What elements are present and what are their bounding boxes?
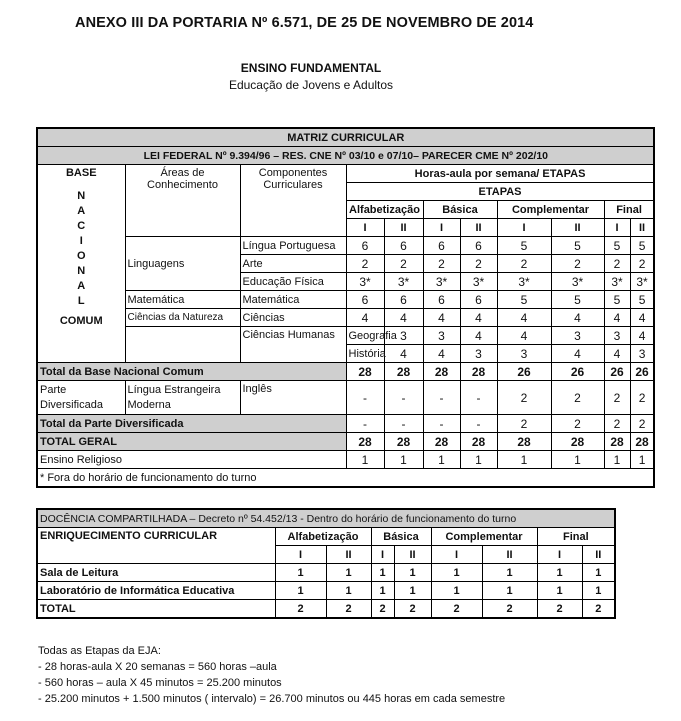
etapa-final: Final (537, 528, 615, 546)
value-cell: 6 (460, 237, 497, 255)
value-cell: 26 (604, 363, 630, 381)
table-row (37, 309, 654, 327)
value-cell: 1 (423, 451, 460, 469)
value-cell: 3* (384, 273, 423, 291)
base-comum-label: COMUM (59, 315, 103, 327)
curriculum-matrix-table (36, 127, 655, 488)
value-cell: 1 (275, 582, 326, 600)
value-cell: 1 (394, 564, 431, 582)
docencia-title: DOCÊNCIA COMPARTILHADA – Decreto nº 54.452/13 - Dentro do horário de funcionamento do turno (37, 509, 615, 528)
component-cell: Língua Portuguesa (240, 237, 346, 255)
base-letter: A (77, 280, 86, 292)
etapa-alfabetizacao: Alfabetização (346, 201, 423, 219)
value-cell: 4 (346, 309, 384, 327)
value-cell: 1 (275, 564, 326, 582)
value-cell: 2 (431, 600, 482, 619)
row-label: TOTAL (37, 600, 275, 619)
etapas-header: ETAPAS (346, 183, 654, 201)
component-cell: Ciências (240, 309, 346, 327)
value-cell: - (346, 415, 384, 433)
value-cell: 3* (460, 273, 497, 291)
sub-header: II (582, 546, 615, 564)
total-base-label: Total da Base Nacional Comum (37, 363, 346, 381)
value-cell: 28 (346, 363, 384, 381)
value-cell: 2 (394, 600, 431, 619)
sub-header: II (460, 219, 497, 237)
area-ciencias-humanas: Ciências Humanas (240, 327, 346, 363)
base-spacer (125, 345, 240, 363)
value-cell: 2 (371, 600, 394, 619)
value-cell: 1 (604, 451, 630, 469)
sub-header: II (384, 219, 423, 237)
value-cell: 2 (497, 415, 551, 433)
value-cell: 26 (497, 363, 551, 381)
value-cell: 1 (630, 451, 654, 469)
component-cell: Educação Física (240, 273, 346, 291)
base-letter: A (77, 205, 86, 217)
value-cell: - (384, 381, 423, 415)
education-modality: Educação de Jovens e Adultos (228, 78, 394, 92)
etapa-final: Final (604, 201, 654, 219)
value-cell: 3* (423, 273, 460, 291)
notes-line: - 560 horas – aula X 45 minutos = 25.200 minutos (38, 677, 282, 689)
value-cell: 1 (460, 451, 497, 469)
value-cell: 4 (460, 309, 497, 327)
value-cell: 1 (371, 564, 394, 582)
value-cell: 2 (275, 600, 326, 619)
value-cell: 2 (346, 255, 384, 273)
area-ciencias-natureza: Ciências da Natureza (125, 309, 240, 327)
value-cell: 6 (346, 291, 384, 309)
value-cell: 2 (326, 600, 371, 619)
total-geral-label: TOTAL GERAL (37, 433, 346, 451)
sub-header: II (630, 219, 654, 237)
component-cell: História (346, 345, 384, 363)
etapa-basica: Básica (423, 201, 497, 219)
value-cell: 6 (423, 237, 460, 255)
value-cell: 6 (346, 237, 384, 255)
value-cell: 3 (630, 345, 654, 363)
table-row (37, 381, 654, 415)
value-cell: 3 (551, 327, 604, 345)
table-row (37, 363, 654, 381)
value-cell: 4 (630, 309, 654, 327)
table-row (37, 327, 654, 345)
value-cell: - (346, 381, 384, 415)
value-cell: 2 (384, 255, 423, 273)
component-cell: Arte (240, 255, 346, 273)
value-cell: 1 (384, 451, 423, 469)
value-cell: 5 (604, 291, 630, 309)
value-cell: 3* (497, 273, 551, 291)
base-letter: L (77, 295, 85, 307)
value-cell: 6 (423, 291, 460, 309)
value-cell: 4 (551, 345, 604, 363)
value-cell: 5 (604, 237, 630, 255)
value-cell: 2 (551, 255, 604, 273)
sub-header: I (431, 546, 482, 564)
col-componentes-header: Componentes Curriculares (240, 165, 346, 237)
value-cell: 3* (346, 273, 384, 291)
value-cell: 6 (384, 237, 423, 255)
sub-header: II (482, 546, 537, 564)
value-cell: 3* (551, 273, 604, 291)
table-row (37, 564, 615, 582)
component-cell: Inglês (240, 381, 346, 415)
value-cell: 5 (551, 237, 604, 255)
sub-header: I (537, 546, 582, 564)
col-enriquecimento-header: ENRIQUECIMENTO CURRICULAR (37, 528, 275, 564)
base-letter: C (77, 220, 86, 232)
value-cell: 26 (630, 363, 654, 381)
base-letter: O (76, 250, 86, 262)
value-cell: - (423, 415, 460, 433)
value-cell: 1 (346, 451, 384, 469)
value-cell: 1 (551, 451, 604, 469)
base-label: BASE (65, 167, 97, 179)
value-cell: 28 (630, 433, 654, 451)
value-cell: 1 (582, 582, 615, 600)
matrix-legal-basis: LEI FEDERAL Nº 9.394/96 – RES. CNE Nº 03/10 e 07/10– PARECER CME Nº 202/10 (37, 147, 654, 165)
row-label: Laboratório de Informática Educativa (37, 582, 275, 600)
value-cell: - (423, 381, 460, 415)
value-cell: - (460, 381, 497, 415)
area-linguagens: Linguagens (125, 237, 240, 291)
value-cell: 5 (630, 237, 654, 255)
sub-header: I (604, 219, 630, 237)
value-cell: 4 (630, 327, 654, 345)
value-cell: 28 (497, 433, 551, 451)
value-cell: 3* (604, 273, 630, 291)
value-cell: 1 (482, 564, 537, 582)
table-row (37, 600, 615, 619)
value-cell: 1 (326, 582, 371, 600)
value-cell: 4 (604, 345, 630, 363)
value-cell: 4 (384, 345, 423, 363)
value-cell: 2 (551, 415, 604, 433)
value-cell: 5 (497, 291, 551, 309)
parte-diversificada-label: Parte Diversificada (37, 381, 125, 415)
value-cell: 4 (497, 309, 551, 327)
sub-header: II (551, 219, 604, 237)
value-cell: 1 (431, 564, 482, 582)
value-cell: 2 (497, 255, 551, 273)
table-row (37, 345, 654, 363)
base-letter: N (77, 190, 86, 202)
sub-header: I (497, 219, 551, 237)
value-cell: 1 (326, 564, 371, 582)
area-lingua-estrangeira: Língua Estrangeira Moderna (125, 381, 240, 415)
etapa-complementar: Complementar (431, 528, 537, 546)
value-cell: 2 (630, 255, 654, 273)
sub-header: I (371, 546, 394, 564)
table-row (37, 582, 615, 600)
component-cell: Matemática (240, 291, 346, 309)
value-cell: 1 (582, 564, 615, 582)
base-letter: I (79, 235, 83, 247)
value-cell: 5 (630, 291, 654, 309)
value-cell: 28 (604, 433, 630, 451)
value-cell: 1 (482, 582, 537, 600)
matrix-title: MATRIZ CURRICULAR (37, 128, 654, 147)
sub-header: II (326, 546, 371, 564)
education-level: ENSINO FUNDAMENTAL (240, 61, 382, 75)
component-cell: Geografia (346, 327, 384, 345)
value-cell: 4 (384, 309, 423, 327)
footnote: * Fora do horário de funcionamento do turno (37, 469, 654, 488)
etapa-alfabetizacao: Alfabetização (275, 528, 371, 546)
table-row (37, 237, 654, 255)
table-row (37, 291, 654, 309)
notes-heading: Todas as Etapas da EJA: (38, 645, 161, 657)
col-areas-header: Áreas de Conhecimento (125, 165, 240, 237)
value-cell: 2 (630, 381, 654, 415)
sub-header: I (275, 546, 326, 564)
value-cell: 3 (423, 327, 460, 345)
value-cell: 3 (604, 327, 630, 345)
table-row (37, 415, 654, 433)
value-cell: - (384, 415, 423, 433)
value-cell: 2 (604, 381, 630, 415)
sub-header: I (346, 219, 384, 237)
value-cell: 3* (630, 273, 654, 291)
value-cell: 28 (551, 433, 604, 451)
notes-block (38, 643, 505, 707)
base-letter: N (77, 265, 86, 277)
value-cell: 2 (460, 255, 497, 273)
value-cell: 2 (482, 600, 537, 619)
col-horas-header: Horas-aula por semana/ ETAPAS (346, 165, 654, 183)
value-cell: 1 (431, 582, 482, 600)
value-cell: 2 (630, 415, 654, 433)
value-cell: 1 (394, 582, 431, 600)
value-cell: 4 (551, 309, 604, 327)
document-title: ANEXO III DA PORTARIA Nº 6.571, DE 25 DE NOVEMBRO DE 2014 (75, 15, 534, 31)
value-cell: 6 (460, 291, 497, 309)
value-cell: 28 (460, 433, 497, 451)
value-cell: 4 (460, 327, 497, 345)
value-cell: 28 (423, 433, 460, 451)
value-cell: 2 (582, 600, 615, 619)
total-diversificada-label: Total da Parte Diversificada (37, 415, 346, 433)
value-cell: 5 (551, 291, 604, 309)
ensino-religioso-label: Ensino Religioso (37, 451, 346, 469)
table-row (37, 433, 654, 451)
value-cell: 2 (604, 415, 630, 433)
sub-header: II (394, 546, 431, 564)
value-cell: 28 (346, 433, 384, 451)
value-cell: 4 (497, 327, 551, 345)
value-cell: 28 (460, 363, 497, 381)
value-cell: 3 (460, 345, 497, 363)
value-cell: 2 (604, 255, 630, 273)
value-cell: 2 (551, 381, 604, 415)
value-cell: 28 (384, 433, 423, 451)
value-cell: 6 (384, 291, 423, 309)
value-cell: 2 (423, 255, 460, 273)
base-spacer (125, 327, 240, 345)
value-cell: 3 (384, 327, 423, 345)
table-row (37, 451, 654, 469)
notes-line: - 28 horas-aula X 20 semanas = 560 horas –aula (38, 661, 277, 673)
value-cell: 26 (551, 363, 604, 381)
value-cell: 4 (423, 309, 460, 327)
row-label: Sala de Leitura (37, 564, 275, 582)
base-nacional-comum-column (37, 165, 125, 363)
value-cell: 1 (497, 451, 551, 469)
shared-teaching-table (36, 508, 616, 619)
area-matematica: Matemática (125, 291, 240, 309)
value-cell: 28 (423, 363, 460, 381)
etapa-complementar: Complementar (497, 201, 604, 219)
value-cell: 5 (497, 237, 551, 255)
value-cell: - (460, 415, 497, 433)
value-cell: 4 (604, 309, 630, 327)
value-cell: 3 (497, 345, 551, 363)
value-cell: 2 (537, 600, 582, 619)
sub-header: I (423, 219, 460, 237)
value-cell: 1 (537, 564, 582, 582)
value-cell: 28 (384, 363, 423, 381)
value-cell: 1 (371, 582, 394, 600)
notes-line: - 25.200 minutos + 1.500 minutos ( intervalo) = 26.700 minutos ou 445 horas em cada semestre (38, 693, 506, 705)
value-cell: 2 (497, 381, 551, 415)
value-cell: 1 (537, 582, 582, 600)
value-cell: 4 (423, 345, 460, 363)
etapa-basica: Básica (371, 528, 431, 546)
